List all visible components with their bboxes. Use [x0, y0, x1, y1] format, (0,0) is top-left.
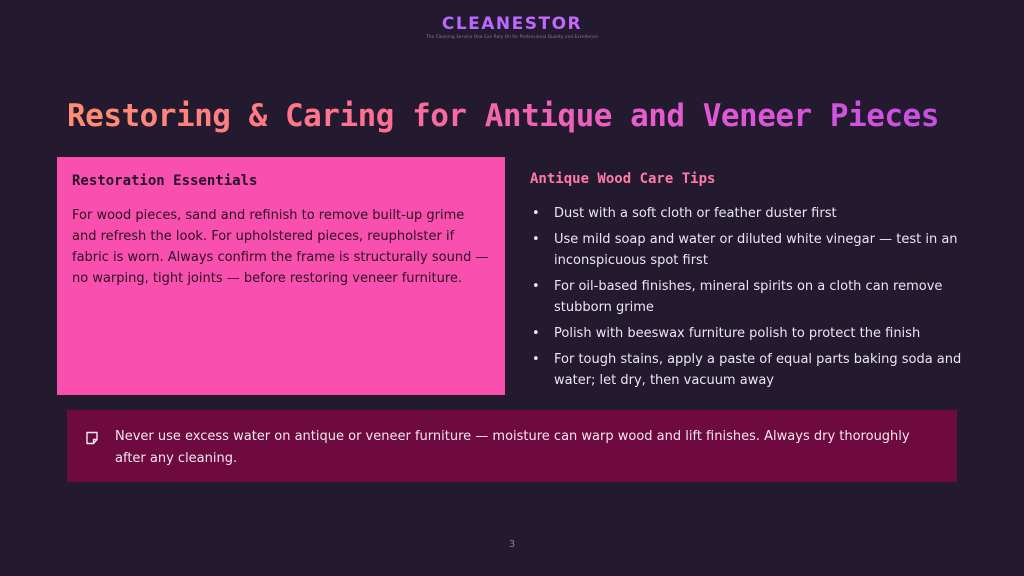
tip-text: Polish with beeswax furniture polish to protect the finish	[554, 326, 921, 341]
tips-title: Antique Wood Care Tips	[530, 171, 716, 187]
bullet-icon: •	[532, 352, 540, 367]
list-item	[530, 323, 970, 344]
warning-callout	[67, 410, 957, 482]
tip-text: Use mild soap and water or diluted white vinegar — test in an inconspicuous spot first	[554, 232, 958, 268]
logo-wordmark: CLEANESTOR	[0, 14, 1024, 34]
tips-list	[530, 203, 970, 391]
card-title: Restoration Essentials	[72, 173, 258, 189]
bullet-icon: •	[532, 232, 540, 247]
tip-text: Dust with a soft cloth or feather duster first	[554, 206, 837, 221]
bullet-icon: •	[532, 326, 540, 341]
brand-logo	[0, 14, 1024, 39]
note-icon	[84, 430, 100, 446]
list-item	[530, 229, 970, 271]
card-body: For wood pieces, sand and refinish to remove built-up grime and refresh the look. For upholstered pieces, reupholster if fabric is worn. Always confirm the frame is structurally sound — no warping, tight joints — before restoring veneer furniture.	[72, 208, 489, 286]
tip-text: For tough stains, apply a paste of equal parts baking soda and water; let dry, then vacuum away	[554, 352, 962, 388]
slide-title: Restoring & Caring for Antique and Veneer Pieces	[67, 98, 939, 134]
list-item	[530, 349, 970, 391]
list-item	[530, 276, 970, 318]
bullet-icon: •	[532, 206, 540, 221]
tip-text: For oil-based finishes, mineral spirits on a cloth can remove stubborn grime	[554, 279, 943, 315]
antique-wood-care-tips	[530, 171, 970, 396]
logo-tagline: The Cleaning Service One Can Rely On for Professional Quality and Excellence	[426, 34, 598, 39]
list-item	[530, 203, 970, 224]
bullet-icon: •	[532, 279, 540, 294]
restoration-essentials-card	[57, 157, 505, 395]
callout-text: Never use excess water on antique or veneer furniture — moisture can warp wood and lift finishes. Always dry thoroughly after any cleaning.	[115, 429, 910, 466]
page-number: 3	[508, 539, 516, 550]
